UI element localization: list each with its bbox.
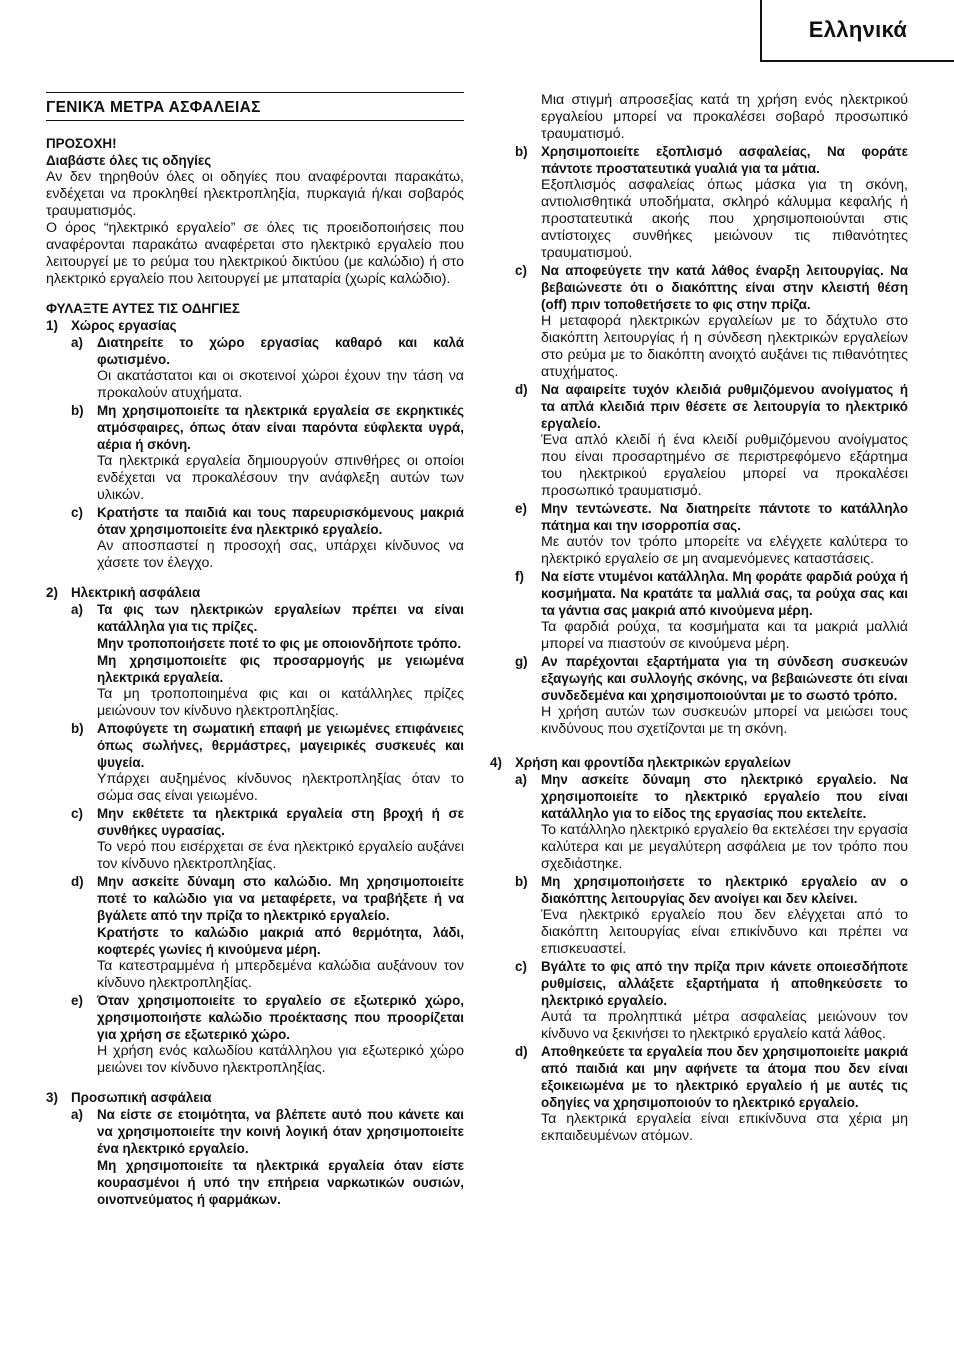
explanation-text: Οι ακατάστατοι και οι σκοτεινοί χώροι έχουν την τάση να προκαλούν ατυχήματα. xyxy=(97,368,464,401)
item-letter: f) xyxy=(515,569,524,584)
explanation-text: Ένα ηλεκτρικό εργαλείο που δεν ελέγχεται από το διακόπτη λειτουργίας είναι επικίνδυνο και πρέπει να επισκευαστεί. xyxy=(541,907,908,957)
explanation-text: Τα ηλεκτρικά εργαλεία δημιουργούν σπινθήρες οι οποίοι ενδέχεται να προκαλέσουν την ανάφλεξη αυτών των υλικών. xyxy=(97,453,464,503)
section-number: 4) xyxy=(490,755,502,770)
item-letter: b) xyxy=(515,874,528,889)
item-letter: e) xyxy=(71,993,83,1008)
warning-text: Τα φις των ηλεκτρικών εργαλείων πρέπει να είναι κατάλληλα για τις πρίζες. xyxy=(97,602,464,634)
section-3-heading xyxy=(46,1089,464,1106)
section-number: 2) xyxy=(46,585,58,600)
warning-text: Να είστε ντυμένοι κατάλληλα. Μη φοράτε φαρδιά ρούχα ή κοσμήματα. Να κρατάτε τα μαλλιά σας, τα ρούχα σας και τα γάντια σας μακριά από κινούμενα μέρη. xyxy=(541,569,908,618)
list-item xyxy=(71,992,464,1077)
warning-text: Χρησιμοποιείτε εξοπλισμό ασφαλείας, Να φοράτε πάντοτε προστατευτικά γυαλιά για τα μάτια. xyxy=(541,144,908,176)
warning-text: Αποφύγετε τη σωματική επαφή με γειωμένες επιφάνειες όπως σωλήνες, θερμάστρες, μαγειρικές συσκευές και ψυγεία. xyxy=(97,721,464,770)
list-item xyxy=(71,1106,464,1208)
item-letter: a) xyxy=(71,335,83,350)
list-item xyxy=(71,601,464,720)
list-item xyxy=(515,653,908,738)
warning-text: Να αφαιρείτε τυχόν κλειδιά ρυθμιζόμενου ανοίγματος ή τα απλά κλειδιά πριν θέσετε σε λειτουργία το ηλεκτρικό εργαλείο. xyxy=(541,382,908,431)
explanation-text: Υπάρχει αυξημένος κίνδυνος ηλεκτροπληξίας όταν το σώμα σας είναι γειωμένο. xyxy=(97,771,464,804)
read-all-heading: Διαβάστε όλες τις οδηγίες xyxy=(46,153,212,168)
intro-paragraph-2: Ο όρος “ηλεκτρικό εργαλείο” σε όλες τις προειδοποιήσεις που αναφέρονται παρακάτω αναφέρεται στο ηλεκτρικό εργαλείο που λειτουργεί με το ρεύμα του ηλεκτρικού δικτύου (με καλώδιο) ή στο ηλεκτρικό εργαλείο που λειτουργεί με μπαταρία (χωρίς καλώδιο). xyxy=(46,220,464,287)
explanation-text: Η χρήση ενός καλωδίου κατάλληλου για εξωτερικό χώρο μειώνει τον κίνδυνο ηλεκτροπληξίας. xyxy=(97,1043,464,1076)
warning-text: Αν παρέχονται εξαρτήματα για τη σύνδεση συσκευών εξαγωγής και συλλογής σκόνης, να βεβαιώνεστε ότι είναι συνδεδεμένα και χρησιμοποιούνται με το σωστό τρόπο. xyxy=(541,654,908,703)
section-title-text: Ηλεκτρική ασφάλεια xyxy=(71,585,201,600)
warning-text: Όταν χρησιμοποιείτε το εργαλείο σε εξωτερικό χώρο, χρησιμοποιήστε καλώδιο προέκτασης που προορίζεται για χρήση σε εξωτερικό χώρο. xyxy=(97,993,464,1042)
warning-text: Διατηρείτε το χώρο εργασίας καθαρό και καλά φωτισμένο. xyxy=(97,335,464,367)
item-letter: d) xyxy=(515,382,528,397)
warning-text: Μην ασκείτε δύναμη στο καλώδιο. Μη χρησιμοποιείτε ποτέ το καλώδιο για να μεταφέρετε, να τραβήξετε ή να βγάλετε από την πρίζα το ηλεκτρικό εργαλείο. xyxy=(97,874,464,923)
list-item xyxy=(71,805,464,873)
list-item xyxy=(515,771,908,873)
item-letter: a) xyxy=(515,772,527,787)
warning-text: Μη χρησιμοποιήσετε το ηλεκτρικό εργαλείο αν ο διακόπτης λειτουργίας δεν ανοίγει και δεν κλείνει. xyxy=(541,874,908,906)
section-title-text: Χρήση και φροντίδα ηλεκτρικών εργαλείων xyxy=(515,755,791,770)
explanation-text: Αυτά τα προληπτικά μέτρα ασφαλείας μειώνουν τον κίνδυνο να ξεκινήσει το ηλεκτρικό εργαλείο κατά λάθος. xyxy=(541,1009,908,1042)
list-item xyxy=(515,500,908,568)
list-item xyxy=(71,334,464,402)
item-letter: c) xyxy=(71,505,83,520)
item-letter: c) xyxy=(515,959,527,974)
section-title-text: Προσωπική ασφάλεια xyxy=(71,1090,212,1105)
warning-text: Βγάλτε το φις από την πρίζα πριν κάνετε οποιεσδήποτε ρυθμίσεις, αλλάξετε εξαρτήματα ή αποθηκεύσετε το ηλεκτρικό εργαλείο. xyxy=(541,959,908,1008)
list-item xyxy=(515,1043,908,1145)
item-letter: c) xyxy=(515,263,527,278)
list-item xyxy=(515,143,908,262)
explanation-text: Το νερό που εισέρχεται σε ένα ηλεκτρικό εργαλείο αυξάνει τον κίνδυνο ηλεκτροπληξίας. xyxy=(97,839,464,872)
warning-text: Μη χρησιμοποιείτε τα ηλεκτρικά εργαλεία σε εκρηκτικές ατμόσφαιρες, όπως όταν είναι παρόντα εύφλεκτα υγρά, αέρια ή σκόνη. xyxy=(97,403,464,452)
section-number: 3) xyxy=(46,1090,58,1105)
keep-instructions-heading: ΦΥΛΑΞΤΕ ΑΥΤΕΣ ΤΙΣ ΟΔΗΓΙΕΣ xyxy=(46,301,240,316)
warning-text: Μη χρησιμοποιείτε φις προσαρμογής με γειωμένα ηλεκτρικά εργαλεία. xyxy=(97,653,464,685)
warning-text: Μην εκθέτετε τα ηλεκτρικά εργαλεία στη βροχή ή σε συνθήκες υγρασίας. xyxy=(97,806,464,838)
section-4-heading xyxy=(490,754,908,771)
item-letter: b) xyxy=(515,144,528,159)
intro-paragraph-1: Αν δεν τηρηθούν όλες οι οδηγίες που αναφέρονται παρακάτω, ενδέχεται να προκληθεί ηλεκτροπληξία, πυρκαγιά ή/και σοβαρός τραυματισμός. xyxy=(46,169,464,219)
left-column xyxy=(46,92,464,1208)
list-item xyxy=(515,873,908,958)
explanation-text: Η μεταφορά ηλεκτρικών εργαλείων με το δάχτυλο στο διακόπτη λειτουργίας ή η σύνδεση ηλεκτρικών εργαλείων στο ρεύμα με το διακόπτη ανοιχτό αυξάνει τις πιθανότητες ατυχήματος. xyxy=(541,313,908,380)
item-letter: b) xyxy=(71,403,84,418)
list-item xyxy=(515,262,908,381)
warning-text: Να αποφεύγετε την κατά λάθος έναρξη λειτουργίας. Να βεβαιώνεστε ότι ο διακόπτης είναι στην κλειστή θέση (off) πριν τοποθετήσετε το φις στην πρίζα. xyxy=(541,263,908,312)
item-letter: d) xyxy=(71,874,84,889)
explanation-text: Αν αποσπαστεί η προσοχή σας, υπάρχει κίνδυνος να χάσετε τον έλεγχο. xyxy=(97,538,464,571)
list-item xyxy=(515,958,908,1043)
warning-text: Να είστε σε ετοιμότητα, να βλέπετε αυτό που κάνετε και να χρησιμοποιείτε την κοινή λογική όταν χρησιμοποιείτε ένα ηλεκτρικό εργαλείο. xyxy=(97,1107,464,1156)
caution-heading: ΠΡΟΣΟΧΗ! xyxy=(46,136,117,151)
explanation-text: Εξοπλισμός ασφαλείας όπως μάσκα για τη σκόνη, αντιολισθητικά υποδήματα, σκληρό κάλυμμα κεφαλής ή προστατευτικά ακοής που χρησιμοποιούνται στις αντίστοιχες συνθήκες μειώνουν τις πιθανότητες τραυματισμού. xyxy=(541,177,908,261)
item-letter: d) xyxy=(515,1044,528,1059)
section-title-text: Χώρος εργασίας xyxy=(71,318,177,333)
list-item xyxy=(71,873,464,992)
section-2-heading xyxy=(46,584,464,601)
item-letter: g) xyxy=(515,654,528,669)
warning-text: Μην τεντώνεστε. Να διατηρείτε πάντοτε το κατάλληλο πάτημα και την ισορροπία σας. xyxy=(541,501,908,533)
explanation-text: Τα κατεστραμμένα ή μπερδεμένα καλώδια αυξάνουν τον κίνδυνο ηλεκτροπληξίας. xyxy=(97,958,464,991)
language-tab xyxy=(760,0,954,62)
list-item xyxy=(71,720,464,805)
warning-text: Αποθηκεύετε τα εργαλεία που δεν χρησιμοποιείτε μακριά από παιδιά και μην αφήνετε τα άτομα που δεν είναι εξοικειωμένα με το ηλεκτρικό εργαλείο ή με αυτές τις οδηγίες να χρησιμοποιούν το ηλεκτρικό εργαλείο. xyxy=(541,1044,908,1110)
item-letter: c) xyxy=(71,806,83,821)
explanation-text: Ένα απλό κλειδί ή ένα κλειδί ρυθμιζόμενου ανοίγματος που είναι προσαρτημένο σε περιστρεφόμενο εξάρτημα του ηλεκτρικού εργαλείου μπορεί να προκαλέσει προσωπικό τραυματισμό. xyxy=(541,432,908,499)
section-1-heading xyxy=(46,317,464,334)
explanation-text: Η χρήση αυτών των συσκευών μπορεί να μειώσει τους κινδύνους που σχετίζονται με τη σκόνη. xyxy=(541,704,908,737)
explanation-text: Μια στιγμή απροσεξίας κατά τη χρήση ενός ηλεκτρικού εργαλείου μπορεί να προκαλέσει σοβαρό προσωπικό τραυματισμό. xyxy=(541,92,908,142)
warning-text: Μην ασκείτε δύναμη στο ηλεκτρικό εργαλείο. Να χρησιμοποιείτε το ηλεκτρικό εργαλείο που είναι κατάλληλο για το είδος της εργασίας που εκτελείτε. xyxy=(541,772,908,821)
right-column xyxy=(490,92,908,1145)
section-number: 1) xyxy=(46,318,58,333)
item-letter: a) xyxy=(71,602,83,617)
explanation-text: Τα ηλεκτρικά εργαλεία είναι επικίνδυνα στα χέρια μη εκπαιδευμένων ατόμων. xyxy=(541,1111,908,1144)
warning-text: Κρατήστε τα παιδιά και τους παρευρισκόμενους μακριά όταν χρησιμοποιείτε ένα ηλεκτρικό εργαλείο. xyxy=(97,505,464,537)
warning-text: Κρατήστε το καλώδιο μακριά από θερμότητα, λάδι, κοφτερές γωνίες ή κινούμενα μέρη. xyxy=(97,925,464,957)
explanation-text: Με αυτόν τον τρόπο μπορείτε να ελέγχετε καλύτερα το ηλεκτρικό εργαλείο σε μη αναμενόμενες καταστάσεις. xyxy=(541,534,908,567)
section-title: ΓΕΝΙΚΆ ΜΕΤΡΑ ΑΣΦΑΛΕΙΑΣ xyxy=(46,93,464,121)
list-item xyxy=(515,381,908,500)
list-item xyxy=(515,568,908,653)
item-letter: b) xyxy=(71,721,84,736)
explanation-text: Τα μη τροποποιημένα φις και οι κατάλληλες πρίζες μειώνουν τον κίνδυνο ηλεκτροπληξίας. xyxy=(97,686,464,719)
item-letter: a) xyxy=(71,1107,83,1122)
list-item xyxy=(71,402,464,504)
warning-text: Μη χρησιμοποιείτε τα ηλεκτρικά εργαλεία όταν είστε κουρασμένοι ή υπό την επήρεια ναρκωτικών ουσιών, οινοπνεύματος ή φαρμάκων. xyxy=(97,1158,464,1207)
language-label: Ελληνικά xyxy=(808,17,908,42)
item-letter: e) xyxy=(515,501,527,516)
warning-text: Μην τροποποιήσετε ποτέ το φις με οποιονδήποτε τρόπο. xyxy=(97,636,462,651)
list-item xyxy=(71,504,464,572)
explanation-text: Το κατάλληλο ηλεκτρικό εργαλείο θα εκτελέσει την εργασία καλύτερα και με μεγαλύτερη ασφάλεια με τον τρόπο που σχεδιάστηκε. xyxy=(541,822,908,872)
explanation-text: Τα φαρδιά ρούχα, τα κοσμήματα και τα μακριά μαλλιά μπορεί να πιαστούν σε κινούμενα μέρη. xyxy=(541,619,908,652)
